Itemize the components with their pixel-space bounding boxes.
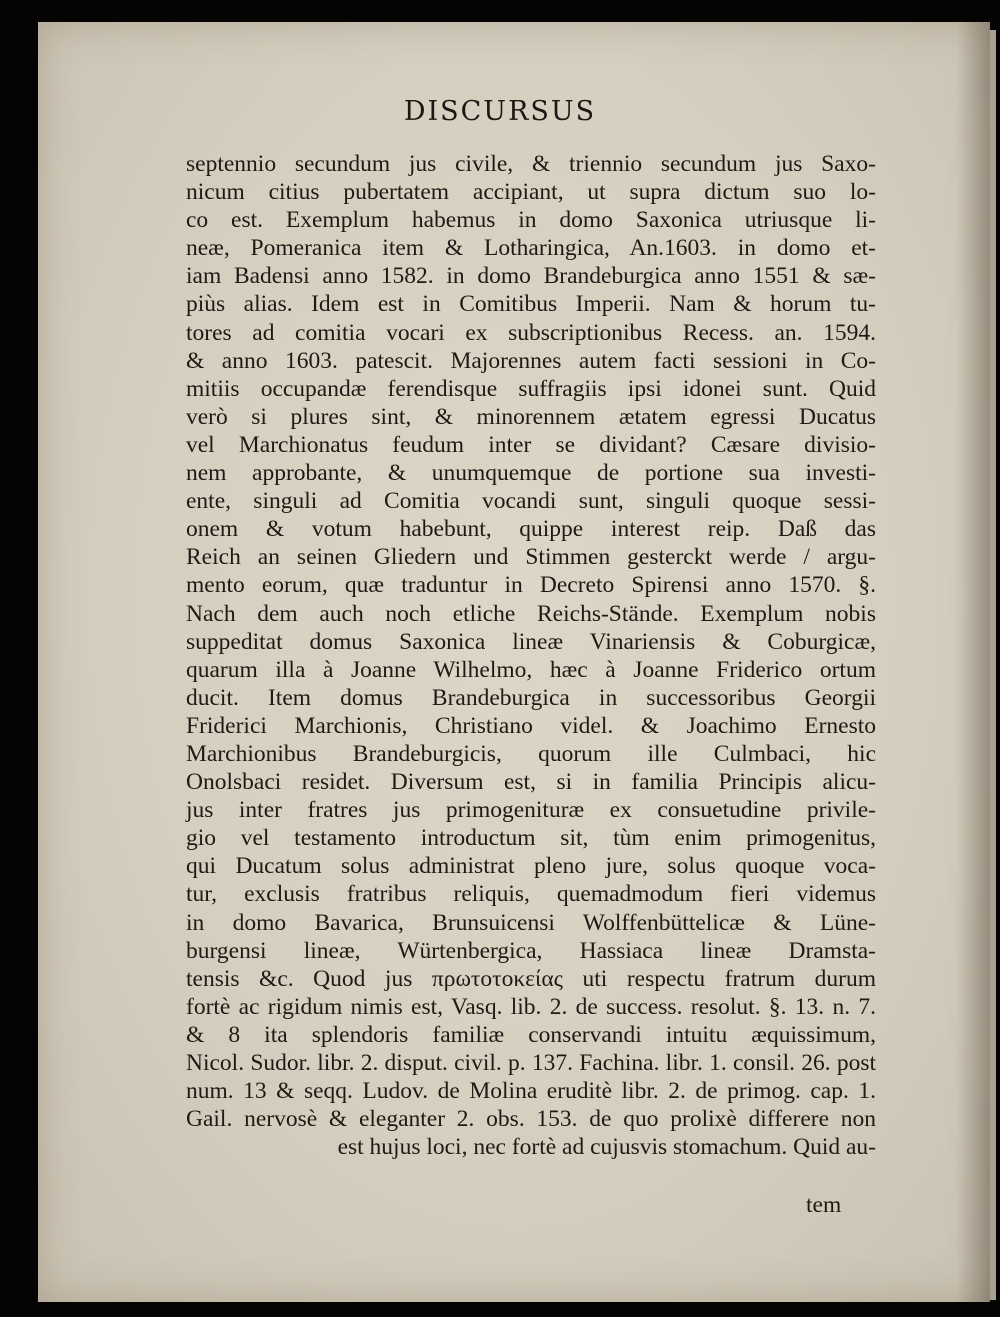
text-line: suppeditat domus Saxonica lineæ Vinariensis & Coburgicæ, <box>186 628 876 655</box>
text-line: & 8 ita splendoris familiæ conservandi intuitu æquissimum, <box>186 1021 876 1048</box>
running-header: DISCURSUS <box>403 96 597 127</box>
text-line: mitiis occupandæ ferendisque suffragiis ipsi idonei sunt. Quid <box>186 375 876 402</box>
text-line: ente, singuli ad Comitia vocandi sunt, singuli quoque sessi- <box>186 488 876 515</box>
body-text <box>186 150 876 1161</box>
text-line: Gail. nervosè & eleganter 2. obs. 153. de quo prolixè differere non <box>186 1106 876 1133</box>
text-line: Marchionibus Brandeburgicis, quorum ille Culmbaci, hic <box>186 740 876 767</box>
text-line: Reich an seinen Gliedern und Stimmen gesterckt werde / argu- <box>186 544 876 571</box>
text-line: est hujus loci, nec fortè ad cujusvis stomachum. Quid au- <box>337 1134 876 1161</box>
text-line: neæ, Pomeranica item & Lotharingica, An.1603. in domo et- <box>186 235 876 262</box>
text-line: num. 13 & seqq. Ludov. de Molina eruditè libr. 2. de primog. cap. 1. <box>186 1078 876 1105</box>
text-line: mento eorum, quæ traduntur in Decreto Spirensi anno 1570. §. <box>186 572 876 599</box>
text-line: in domo Bavarica, Brunsuicensi Wolffenbüttelicæ & Lüne- <box>186 909 876 936</box>
text-line: gio vel testamento introductum sit, tùm enim primogenitus, <box>186 825 876 852</box>
text-line: tur, exclusis fratribus reliquis, quemadmodum fieri videmus <box>186 881 876 908</box>
text-line: Nicol. Sudor. libr. 2. disput. civil. p. 137. Fachina. libr. 1. consil. 26. post <box>186 1050 876 1076</box>
text-line: burgensi lineæ, Würtenbergica, Hassiaca lineæ Dramsta- <box>186 937 876 964</box>
text-line: onem & votum habebunt, quippe interest reip. Daß das <box>186 516 876 543</box>
text-line: Friderici Marchionis, Christiano videl. & Joachimo Ernesto <box>186 712 876 739</box>
text-line: Nach dem auch noch etliche Reichs-Stände. Exemplum nobis <box>186 600 876 627</box>
text-line: piùs alias. Idem est in Comitibus Imperii. Nam & horum tu- <box>186 291 876 318</box>
text-line: quarum illa à Joanne Wilhelmo, hæc à Joanne Friderico ortum <box>186 656 876 683</box>
text-line: nicum citius pubertatem accipiant, ut supra dictum suo lo- <box>186 179 876 206</box>
text-line: co est. Exemplum habemus in domo Saxonica utriusque li- <box>186 207 876 234</box>
text-line: Onolsbaci residet. Diversum est, si in familia Principis alicu- <box>186 769 876 796</box>
text-line: qui Ducatum solus administrat pleno jure, solus quoque voca- <box>186 853 876 880</box>
text-line: ducit. Item domus Brandeburgica in successoribus Georgii <box>186 684 876 711</box>
text-line: & anno 1603. patescit. Majorennes autem facti sessioni in Co- <box>186 347 876 374</box>
text-line: septennio secundum jus civile, & triennio secundum jus Saxo- <box>186 151 876 177</box>
text-line: tensis &c. Quod jus πρωτοτοκείας uti respectu fratrum durum <box>186 965 876 992</box>
text-line: nem approbante, & unumquemque de portione sua investi- <box>186 460 876 487</box>
catchword: tem <box>806 1192 842 1218</box>
text-line: jus inter fratres jus primogenituræ ex consuetudine privile- <box>186 797 876 824</box>
text-line: iam Badensi anno 1582. in domo Brandeburgica anno 1551 & sæ- <box>186 263 876 290</box>
text-line: vel Marchionatus feudum inter se dividant? Cæsare divisio- <box>186 431 876 458</box>
text-line: tores ad comitia vocari ex subscriptionibus Recess. an. 1594. <box>186 319 876 346</box>
text-line: fortè ac rigidum nimis est, Vasq. lib. 2. de success. resolut. §. 13. n. 7. <box>186 993 876 1020</box>
text-line: verò si plures sint, & minorennem ætatem egressi Ducatus <box>186 403 876 430</box>
page-edge <box>990 30 996 1300</box>
